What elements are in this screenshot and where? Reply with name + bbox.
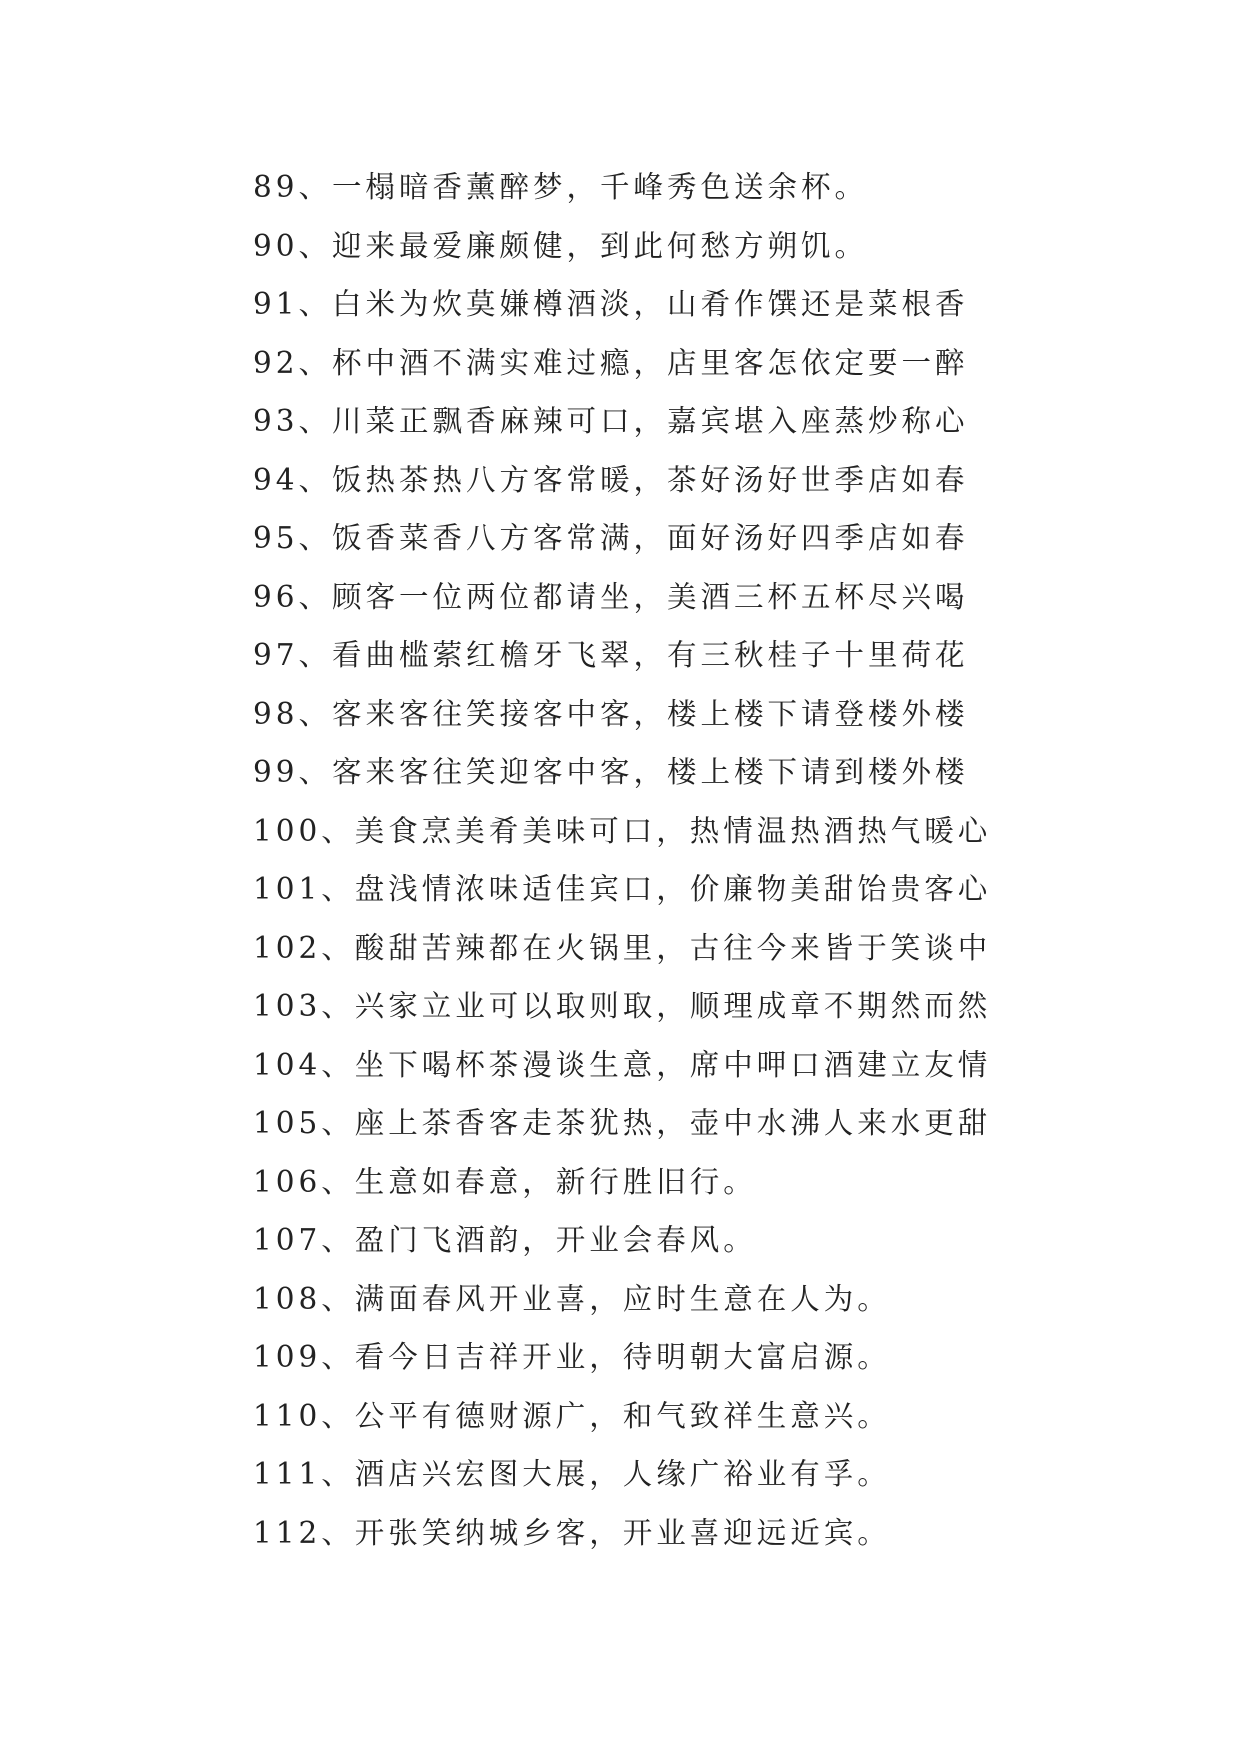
- couplet-line: 105、座上茶香客走茶犹热，壶中水沸人来水更甜: [253, 1106, 992, 1140]
- couplet-line: 98、客来客往笑接客中客，楼上楼下请登楼外楼: [253, 696, 969, 731]
- couplet-line: 110、公平有德财源广，和气致祥生意兴。: [253, 1398, 891, 1433]
- couplet-line: 99、客来客往笑迎客中客，楼上楼下请到楼外楼: [253, 755, 969, 789]
- couplet-line: 107、盈门飞酒韵，开业会春风。: [253, 1223, 757, 1257]
- couplet-line: 97、看曲槛萦红檐牙飞翠，有三秋桂子十里荷花: [253, 638, 969, 672]
- couplet-line: 91、白米为炊莫嫌樽酒淡，山肴作馔还是菜根香: [253, 287, 969, 321]
- couplet-line: 101、盘浅情浓味适佳宾口，价廉物美甜饴贵客心: [253, 872, 992, 906]
- couplet-line: 89、一榻暗香薰醉梦，千峰秀色送余杯。: [253, 170, 869, 204]
- couplet-line: 95、饭香菜香八方客常满，面好汤好四季店如春: [253, 521, 969, 555]
- couplet-line: 104、坐下喝杯茶漫谈生意，席中呷口酒建立友情: [253, 1047, 992, 1082]
- couplet-line: 111、酒店兴宏图大展，人缘广裕业有孚。: [253, 1457, 891, 1491]
- couplet-line: 100、美食烹美肴美味可口，热情温热酒热气暖心: [253, 813, 992, 848]
- couplet-line: 96、顾客一位两位都请坐，美酒三杯五杯尽兴喝: [253, 579, 969, 614]
- couplet-line: 112、开张笑纳城乡客，开业喜迎远近宾。: [253, 1515, 891, 1550]
- couplet-line: 103、兴家立业可以取则取，顺理成章不期然而然: [253, 989, 992, 1023]
- couplet-line: 92、杯中酒不满实难过瘾，店里客怎依定要一醉: [253, 345, 969, 380]
- couplet-line: 109、看今日吉祥开业，待明朝大富启源。: [253, 1340, 891, 1374]
- couplet-line: 108、满面春风开业喜，应时生意在人为。: [253, 1281, 891, 1316]
- couplet-line: 94、饭热茶热八方客常暖，茶好汤好世季店如春: [253, 462, 969, 497]
- couplet-line: 106、生意如春意，新行胜旧行。: [253, 1164, 757, 1199]
- couplet-list: [253, 158, 1213, 1562]
- couplet-line: 102、酸甜苦辣都在火锅里，古往今来皆于笑谈中: [253, 930, 992, 965]
- couplet-line: 90、迎来最爱廉颇健，到此何愁方朔饥。: [253, 228, 869, 263]
- couplet-line: 93、川菜正飘香麻辣可口，嘉宾堪入座蒸炒称心: [253, 404, 969, 438]
